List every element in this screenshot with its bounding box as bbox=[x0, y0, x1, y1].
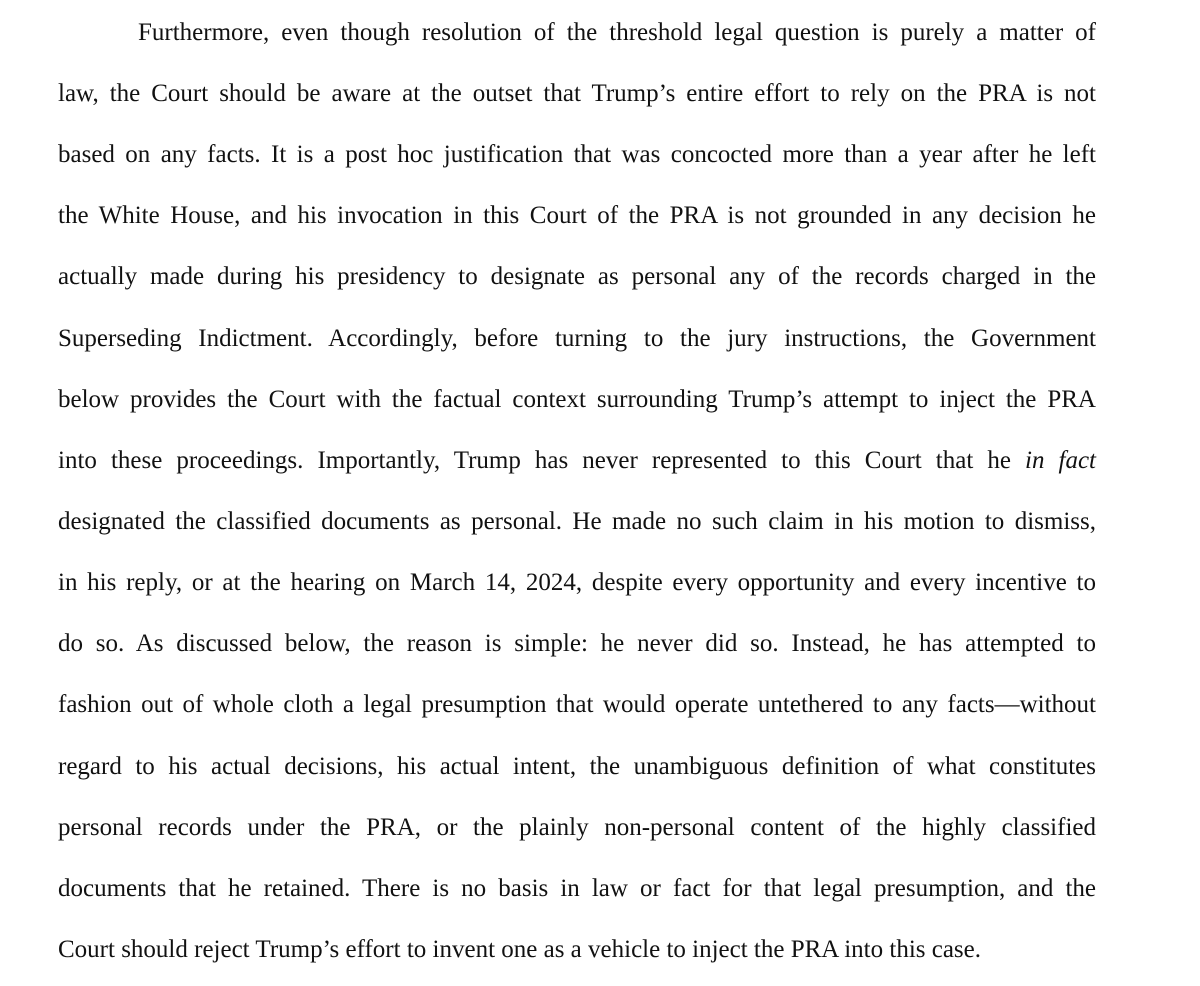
paragraph-line: personal records under the PRA, or the plainly non-personal content of the highly classified bbox=[58, 814, 1096, 841]
paragraph-line: fashion out of whole cloth a legal presumption that would operate untethered to any facts—without bbox=[58, 691, 1096, 718]
paragraph-line: designated the classified documents as personal. He made no such claim in his motion to dismiss, bbox=[58, 508, 1096, 535]
paragraph-line: do so. As discussed below, the reason is simple: he never did so. Instead, he has attempted to bbox=[58, 630, 1096, 657]
paragraph-line-text: into these proceedings. Importantly, Trump has never represented to this Court that he bbox=[58, 447, 1011, 474]
paragraph-line-with-emphasis bbox=[58, 446, 1096, 476]
paragraph-line: below provides the Court with the factual context surrounding Trump’s attempt to inject the PRA bbox=[58, 386, 1096, 413]
paragraph-line: Court should reject Trump’s effort to invent one as a vehicle to inject the PRA into this case. bbox=[58, 936, 982, 963]
paragraph-line: law, the Court should be aware at the outset that Trump’s entire effort to rely on the PRA is not bbox=[58, 80, 1096, 107]
paragraph-line: Furthermore, even though resolution of the threshold legal question is purely a matter of bbox=[138, 19, 1096, 46]
paragraph-line: actually made during his presidency to designate as personal any of the records charged in the bbox=[58, 263, 1096, 290]
emphasis-text: in fact bbox=[1025, 447, 1097, 474]
paragraph-line: the White House, and his invocation in this Court of the PRA is not grounded in any decision he bbox=[58, 202, 1096, 229]
paragraph-line: documents that he retained. There is no basis in law or fact for that legal presumption, and the bbox=[58, 875, 1096, 902]
paragraph-line: regard to his actual decisions, his actual intent, the unambiguous definition of what constitutes bbox=[58, 753, 1096, 780]
paragraph-line: in his reply, or at the hearing on March 14, 2024, despite every opportunity and every incentive to bbox=[58, 569, 1096, 596]
paragraph-line: based on any facts. It is a post hoc justification that was concocted more than a year after he left bbox=[58, 141, 1096, 168]
paragraph-line: Superseding Indictment. Accordingly, before turning to the jury instructions, the Government bbox=[58, 325, 1096, 352]
